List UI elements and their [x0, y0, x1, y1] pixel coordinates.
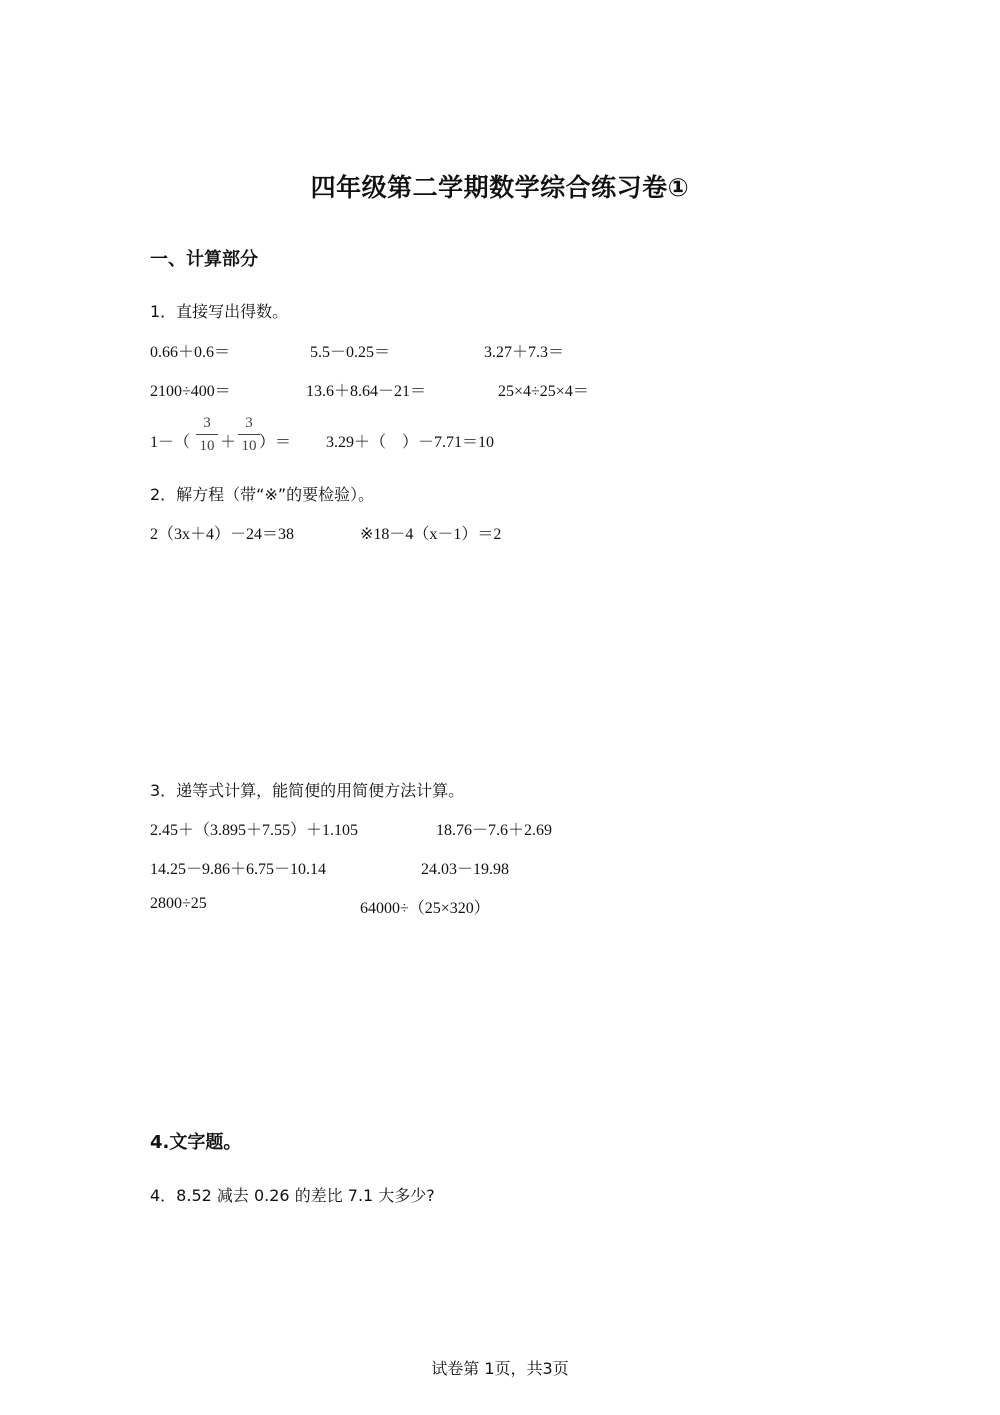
question-3-label: 3．递等式计算，能简便的用简便方法计算。	[150, 781, 465, 800]
q1-expr-1: 0.66＋0.6＝	[150, 344, 231, 361]
q3-expr-3: 14.25－9.86＋6.75－10.14	[150, 861, 327, 878]
q1-expr-2: 5.5－0.25＝	[310, 344, 391, 361]
page-title: 四年级第二学期数学综合练习卷①	[310, 173, 690, 202]
q3-expr-4: 24.03－19.98	[421, 861, 510, 878]
q3-expr-2: 18.76－7.6＋2.69	[436, 822, 553, 839]
q3-expr-1: 2.45＋（3.895＋7.55）＋1.105	[150, 822, 359, 839]
fraction-2-denominator: 10	[241, 438, 257, 454]
q1-expr-5: 13.6＋8.64－21＝	[306, 383, 427, 400]
fraction-2-bar	[238, 434, 260, 435]
section-heading-calculation: 一、计算部分	[150, 249, 258, 270]
fraction-1	[196, 414, 218, 455]
q1-expr-7-suffix: ）＝	[259, 434, 292, 451]
equation-1: 2（3x＋4）－24＝38	[150, 526, 295, 543]
fraction-1-bar	[196, 434, 218, 435]
q3-expr-5: 2800÷25	[150, 895, 207, 912]
question-4-text: 4．8.52 减去 0.26 的差比 7.1 大多少?	[150, 1186, 435, 1205]
q1-expr-8: 3.29＋（ ）－7.71＝10	[326, 434, 495, 451]
q1-expr-7-prefix: 1－（	[150, 434, 191, 451]
fraction-1-denominator: 10	[199, 438, 215, 454]
section-heading-word-problems: 4.文字题。	[150, 1132, 242, 1153]
q3-expr-6: 64000÷（25×320）	[360, 900, 490, 917]
question-2-label: 2．解方程（带“※”的要检验）。	[150, 485, 375, 504]
question-1-label: 1．直接写出得数。	[150, 302, 289, 321]
q1-expr-7-plus: ＋	[220, 434, 237, 451]
page-footer: 试卷第 1页，共3页	[431, 1359, 569, 1378]
fraction-2	[238, 414, 260, 455]
q1-expr-6: 25×4÷25×4＝	[498, 383, 589, 400]
equation-2: ※18－4（x－1）＝2	[360, 526, 502, 543]
fraction-1-numerator: 3	[203, 415, 211, 431]
q1-expr-4: 2100÷400＝	[150, 383, 231, 400]
fraction-2-numerator: 3	[245, 415, 253, 431]
q1-expr-3: 3.27＋7.3＝	[484, 344, 565, 361]
